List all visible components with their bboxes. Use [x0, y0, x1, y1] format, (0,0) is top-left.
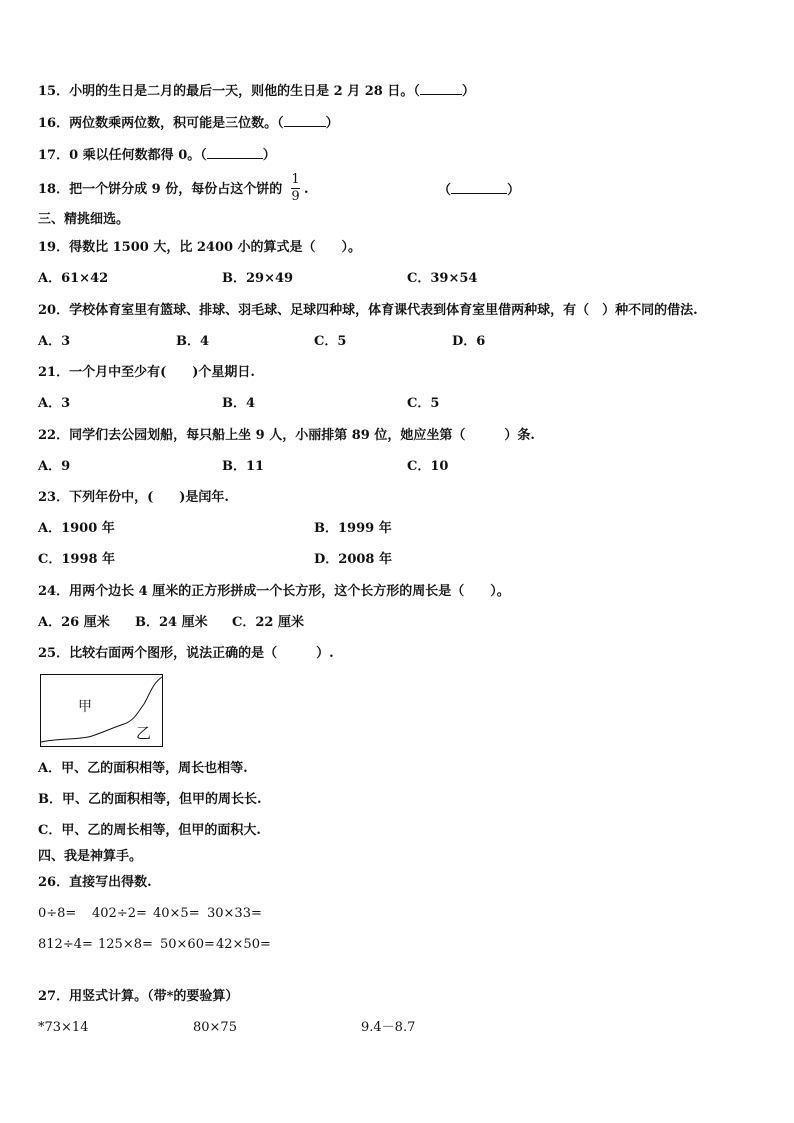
- answer-blank-15[interactable]: [420, 82, 462, 95]
- question-26-text: 26．直接写出得数.: [38, 875, 152, 890]
- calc-26-6: 125×8=: [98, 937, 153, 952]
- answer-blank-16[interactable]: [284, 114, 326, 127]
- label-yi: 乙: [136, 724, 152, 742]
- answer-blank-17[interactable]: [207, 146, 263, 159]
- option-19-c[interactable]: C．39×54: [407, 271, 478, 286]
- question-25-text: 25．比较右面两个图形，说法正确的是（ ）.: [38, 646, 334, 661]
- question-15-close: ）: [461, 84, 475, 99]
- question-23-text: 23．下列年份中，( )是闰年.: [38, 490, 229, 505]
- question-18: [38, 181, 282, 199]
- question-16: [38, 114, 339, 133]
- calc-26-5: 812÷4=: [38, 937, 93, 952]
- fraction-one-ninth: [291, 173, 300, 204]
- option-25-c[interactable]: C．甲、乙的周长相等，但甲的面积大.: [38, 823, 261, 838]
- option-20-a[interactable]: A．3: [38, 334, 71, 349]
- question-27-text: 27．用竖式计算。（带*的要验算）: [38, 989, 239, 1004]
- paren-close: ）: [507, 183, 521, 198]
- option-21-c[interactable]: C．5: [407, 396, 440, 411]
- figure-jia-yi: [40, 674, 164, 752]
- answer-blank-18[interactable]: [451, 181, 507, 194]
- fraction-denominator: 9: [291, 189, 300, 204]
- question-24-text: 24．用两个边长 4 厘米的正方形拼成一个长方形，这个长方形的周长是（ ）。: [38, 584, 510, 599]
- calc-26-2: 402÷2=: [92, 906, 147, 921]
- fraction-numerator: 1: [291, 172, 300, 187]
- option-22-b[interactable]: B．11: [222, 459, 265, 474]
- label-jia: 甲: [78, 699, 92, 715]
- calc-26-3: 40×5=: [153, 906, 200, 921]
- option-25-b[interactable]: B．甲、乙的面积相等，但甲的周长长.: [38, 792, 262, 807]
- section-heading-3: 三、精挑细选。: [38, 212, 130, 227]
- question-20-text: 20．学校体育室里有篮球、排球、羽毛球、足球四种球，体育课代表到体育室里借两种球，有（ ）种不同的借法.: [38, 303, 698, 318]
- option-19-a[interactable]: A．61×42: [38, 271, 109, 286]
- option-20-d[interactable]: D．6: [452, 334, 486, 349]
- question-17-text: 17．0 乘以任何数都得 0。（: [38, 148, 207, 163]
- option-23-c[interactable]: C．1998 年: [38, 552, 116, 567]
- option-24-a[interactable]: A．26 厘米: [38, 615, 110, 630]
- calc-27-3: 9.4－8.7: [361, 1020, 416, 1035]
- paren-open: （: [438, 183, 452, 198]
- question-17-close: ）: [262, 148, 276, 163]
- option-20-b[interactable]: B．4: [176, 334, 210, 349]
- calc-26-7: 50×60=: [160, 937, 215, 952]
- option-22-c[interactable]: C．10: [407, 459, 449, 474]
- option-24-c[interactable]: C．22 厘米: [232, 615, 304, 630]
- option-23-d[interactable]: D．2008 年: [314, 552, 392, 567]
- calc-26-1: 0÷8=: [38, 906, 77, 921]
- calc-26-8: 42×50=: [216, 937, 271, 952]
- question-16-close: ）: [325, 116, 339, 131]
- option-24-b[interactable]: B．24 厘米: [135, 615, 208, 630]
- option-22-a[interactable]: A．9: [38, 459, 71, 474]
- option-20-c[interactable]: C．5: [314, 334, 347, 349]
- question-18-period: .: [304, 182, 309, 197]
- calc-27-2: 80×75: [193, 1020, 237, 1035]
- option-21-a[interactable]: A．3: [38, 396, 71, 411]
- question-15: [38, 82, 475, 101]
- question-19-text: 19．得数比 1500 大，比 2400 小的算式是（ ）。: [38, 240, 362, 255]
- option-23-b[interactable]: B．1999 年: [314, 521, 392, 536]
- option-21-b[interactable]: B．4: [222, 396, 256, 411]
- question-22-text: 22．同学们去公园划船，每只船上坐 9 人，小丽排第 89 位，她应坐第（ ）条.: [38, 428, 535, 443]
- question-15-text: 15．小明的生日是二月的最后一天，则他的生日是 2 月 28 日。（: [38, 84, 420, 99]
- question-17: [38, 146, 276, 165]
- option-23-a[interactable]: A．1900 年: [38, 521, 115, 536]
- question-21-text: 21．一个月中至少有( )个星期日.: [38, 365, 255, 380]
- question-16-text: 16．两位数乘两位数，积可能是三位数。（: [38, 116, 284, 131]
- calc-27-1: *73×14: [38, 1020, 89, 1035]
- question-18-answer: [438, 181, 520, 200]
- option-25-a[interactable]: A．甲、乙的面积相等，周长也相等.: [38, 761, 248, 776]
- section-heading-4: 四、我是神算手。: [38, 849, 143, 864]
- question-18-text: 18．把一个饼分成 9 份，每份占这个饼的: [38, 182, 283, 197]
- option-19-b[interactable]: B．29×49: [222, 271, 294, 286]
- calc-26-4: 30×33=: [207, 906, 262, 921]
